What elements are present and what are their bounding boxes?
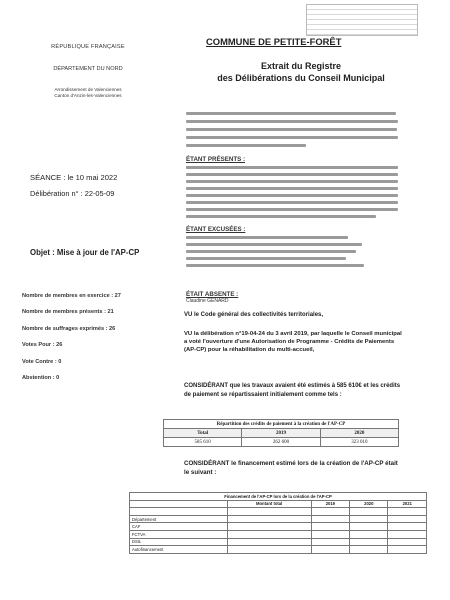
vu-deliberation: VU la délibération n°19-04-24 du 3 avril 2019, par laquelle le Conseil municipal a voté l'ouverture d'une Autorisation de Programme - Crédits de Paiements (AP-CP) pour la réhabilitation du multi-accueil, <box>184 331 402 354</box>
table-cell <box>350 508 388 516</box>
faded-text-line <box>186 201 398 204</box>
faded-text-line <box>186 136 398 139</box>
absente-name: Claudine GENARD <box>186 298 229 304</box>
table-cell <box>311 508 349 516</box>
table-row <box>164 438 399 447</box>
arrondissement-line: Arrondissement de Valenciennes <box>54 87 122 92</box>
faded-text-line <box>186 194 398 197</box>
table-cell: Autofinancement <box>130 546 228 554</box>
table-cell <box>311 515 349 523</box>
table-row <box>130 515 427 523</box>
table-cell <box>350 523 388 531</box>
faded-text-line <box>186 215 376 218</box>
count-line: Nombre de suffrages exprimés : 26 <box>22 325 116 332</box>
table-header-row <box>130 500 427 508</box>
faded-text-line <box>186 120 398 123</box>
table-header-cell: 2019 <box>242 429 320 438</box>
count-line: Votes Pour : 26 <box>22 342 63 349</box>
faded-text-line <box>186 144 306 147</box>
table-cell: CAF <box>130 523 228 531</box>
presents-heading: ÉTANT PRÉSENTS : <box>186 156 246 163</box>
table-cell <box>227 538 311 546</box>
faded-text-line <box>186 236 348 239</box>
table-cell <box>227 508 311 516</box>
faded-text-line <box>186 257 346 260</box>
table-row <box>130 538 427 546</box>
table-cell <box>388 523 427 531</box>
table-header-cell: Total <box>164 429 242 438</box>
extrait-line-1: Extrait du Registre <box>260 61 342 71</box>
table-header-cell: Montant total <box>227 500 311 508</box>
table-header-cell: 2020 <box>350 500 388 508</box>
table-header-row <box>164 429 399 438</box>
faded-text-line <box>186 187 398 190</box>
table-caption-row <box>164 420 399 429</box>
extrait-line-2: des Délibérations du Conseil Municipal <box>217 73 385 83</box>
count-line: Vote Contre : 0 <box>22 358 62 365</box>
table-header-cell: 2020 <box>320 429 398 438</box>
table-cell <box>388 546 427 554</box>
table-cell <box>311 546 349 554</box>
faded-text-line <box>186 264 364 267</box>
table-cell <box>130 508 228 516</box>
table-cell <box>350 515 388 523</box>
absente-heading: ÉTAIT ABSENTE : <box>186 291 239 298</box>
table-cell <box>311 530 349 538</box>
table-cell: FCTVA <box>130 530 228 538</box>
table-row <box>130 530 427 538</box>
financement-table <box>129 492 427 554</box>
deliberation-number: Délibération n° : 22-05-09 <box>30 189 115 198</box>
table-cell <box>227 546 311 554</box>
table-cell: 262 600 <box>242 438 320 447</box>
vote-counts <box>22 293 172 391</box>
table-cell <box>350 530 388 538</box>
table-cell <box>311 538 349 546</box>
departement-label: DÉPARTEMENT DU NORD <box>53 66 123 72</box>
table-cell: DSIL <box>130 538 228 546</box>
faded-text-line <box>186 250 356 253</box>
table-header-cell <box>130 500 228 508</box>
table-cell <box>350 538 388 546</box>
count-line: Nombre de membres présents : 21 <box>22 309 114 316</box>
canton-line: Canton d'Anzin-les-Valenciennes <box>54 93 122 98</box>
table-cell <box>227 530 311 538</box>
table-caption: Répartition des crédits de paiement à la création de l'AP-CP <box>164 420 399 429</box>
table-caption-row <box>130 493 427 501</box>
table-cell <box>388 508 427 516</box>
table-cell: 585 610 <box>164 438 242 447</box>
table-row <box>130 508 427 516</box>
extrait-title <box>186 60 416 84</box>
faded-text-line <box>186 166 398 169</box>
table-header-cell: 2021 <box>388 500 427 508</box>
table-cell <box>311 523 349 531</box>
table-caption: Financement de l'AP-CP lors de la création de l'AP-CP <box>130 493 427 501</box>
credits-table <box>163 419 399 447</box>
vu-code-general: VU le Code général des collectivités territoriales, <box>184 312 324 318</box>
arrondissement-label <box>14 87 162 99</box>
seance-date: SÉANCE : le 10 mai 2022 <box>30 173 118 182</box>
table-cell: Département <box>130 515 228 523</box>
table-row <box>130 546 427 554</box>
faded-text-line <box>186 243 362 246</box>
excusees-heading: ÉTANT EXCUSÉES : <box>186 226 246 233</box>
objet-label: Objet : Mise à jour de l'AP-CP <box>30 248 140 257</box>
faded-text-line <box>186 112 396 115</box>
table-cell <box>388 515 427 523</box>
table-row <box>130 523 427 531</box>
table-cell <box>388 530 427 538</box>
faded-text-line <box>186 128 397 131</box>
count-line: Nombre de membres en exercice : 27 <box>22 293 121 299</box>
commune-title: COMMUNE DE PETITE-FORÊT <box>206 36 342 47</box>
count-line: Abstention : 0 <box>22 374 60 381</box>
table-cell <box>350 546 388 554</box>
table-cell <box>388 538 427 546</box>
republique-label: RÉPUBLIQUE FRANÇAISE <box>51 44 125 50</box>
faded-text-line <box>186 180 398 183</box>
considerant-travaux: CONSIDÉRANT que les travaux avaient été estimés à 585 610€ et les crédits de paiement se répartissaient initialement comme tels : <box>184 383 401 398</box>
considerant-financement: CONSIDÉRANT le financement estimé lors de la création de l'AP-CP était le suivant : <box>184 460 398 476</box>
table-cell <box>227 515 311 523</box>
table-cell <box>227 523 311 531</box>
table-header-cell: 2019 <box>311 500 349 508</box>
faded-text-line <box>186 208 398 211</box>
receipt-stamp <box>306 4 418 36</box>
table-cell: 323 010 <box>320 438 398 447</box>
faded-text-line <box>186 173 398 176</box>
